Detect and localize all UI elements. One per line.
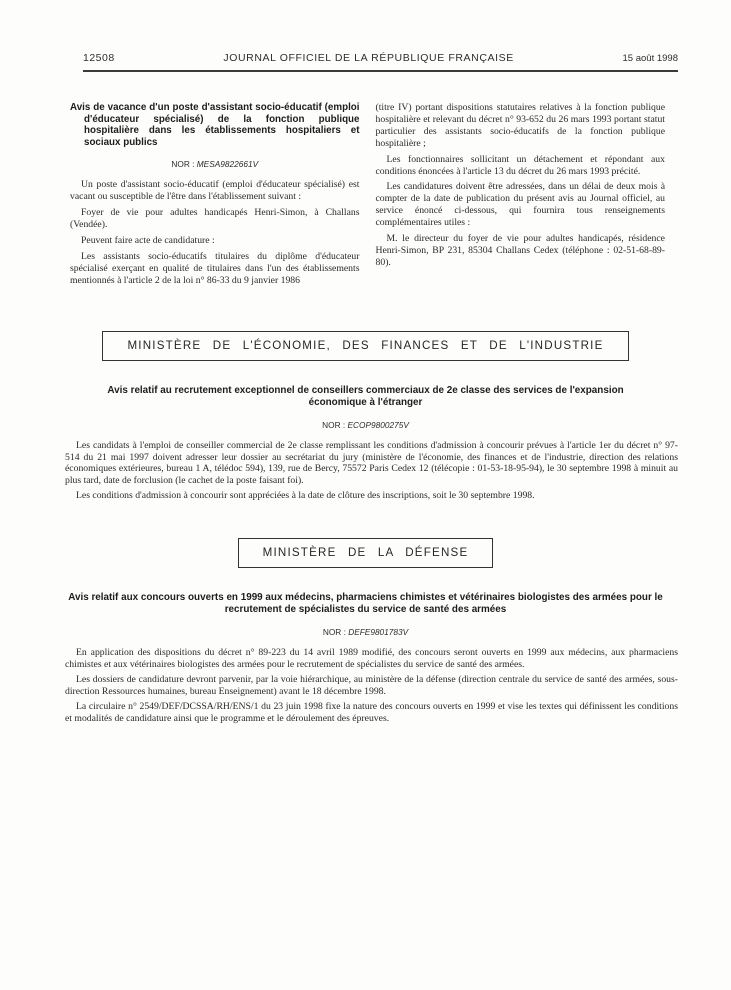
- conseillers-paragraph: Les candidats à l'emploi de conseiller commercial de 2e classe remplissant les conditions d'admission à concourir prévues à l'article 1er du décret n° 97-514 du 21 mai 1997 doivent adresser leur dossier au secrétariat du jury (ministère de l'économie, des finances et de l'industrie, direction des relations économiques extérieures, bureau 1 A, télédoc 594), 139, rue de Bercy, 75572 Paris Cedex 12 (télécopie : 01-53-18-95-94), le 30 septembre 1998 à minuit au plus tard, date de forclusion (le cachet de la poste faisant foi).: [65, 439, 678, 487]
- ministry-economie-banner: MINISTÈRE DE L'ÉCONOMIE, DES FINANCES ET DE L'INDUSTRIE: [102, 331, 628, 361]
- left-column: [70, 102, 360, 291]
- concours-notice-title: Avis relatif aux concours ouverts en 1999 aux médecins, pharmaciens chimistes et vétérinaires biologistes des armées pour le recrutement de spécialistes du service de santé des armées: [68, 592, 663, 616]
- vacancy-paragraph: Les fonctionnaires sollicitant un détachement et répondant aux conditions énoncées à l'article 13 du décret du 26 mars 1993 précité.: [375, 153, 665, 177]
- ministry-defense-section: [0, 538, 731, 568]
- conseillers-paragraph: Les conditions d'admission à concourir sont appréciées à la date de clôture des inscriptions, soit le 30 septembre 1998.: [76, 490, 535, 502]
- ministry-defense-banner: MINISTÈRE DE LA DÉFENSE: [238, 538, 494, 568]
- concours-paragraph: En application des dispositions du décret n° 89-223 du 14 avril 1989 modifié, des concours seront ouverts en 1999 aux médecins, aux pharmaciens chimistes et aux vétérinaires biologistes des armées pour le recrutement de spécialistes du service de santé des armées.: [65, 647, 678, 671]
- vacancy-paragraph: Peuvent faire acte de candidature :: [81, 235, 215, 246]
- vacancy-notice-columns: [70, 102, 665, 291]
- conseillers-notice-title: Avis relatif au recrutement exceptionnel de conseillers commerciaux de 2e classe des services de l'expansion économique à l'étranger: [107, 384, 624, 408]
- vacancy-notice-title: Avis de vacance d'un poste d'assistant socio-éducatif (emploi d'éducateur spécialisé) de la fonction publique hospitalière dans les établissements hospitaliers et sociaux publics: [70, 102, 360, 148]
- vacancy-paragraph: (titre IV) portant dispositions statutaires relatives à la fonction publique hospitalière et relevant du décret n° 93-652 du 26 mars 1993 portant statut particulier des assistants socio-éducatifs de la fonction publique hospitalière ;: [375, 102, 665, 149]
- concours-notice-body: [65, 647, 678, 724]
- page-number: 12508: [83, 52, 115, 64]
- page-header: [83, 52, 678, 72]
- nor-label: NOR :: [171, 159, 195, 170]
- issue-date: 15 août 1998: [622, 53, 678, 64]
- vacancy-paragraph: Foyer de vie pour adultes handicapés Henri-Simon, à Challans (Vendée).: [70, 207, 360, 231]
- concours-nor-line: [0, 627, 731, 637]
- nor-label: NOR :: [322, 627, 346, 638]
- conseillers-notice-body: [65, 440, 678, 503]
- concours-paragraph: La circulaire n° 2549/DEF/DCSSA/RH/ENS/1 du 23 juin 1998 fixe la nature des concours ouverts en 1999 et vise les textes qui définissent les conditions et modalités de candidature ainsi que le programme et le déroulement des épreuves.: [65, 700, 678, 724]
- nor-label: NOR :: [322, 419, 346, 430]
- nor-value: MESA9822661V: [196, 159, 259, 170]
- vacancy-nor-line: [70, 159, 360, 169]
- vacancy-paragraph: Un poste d'assistant socio-éducatif (emploi d'éducateur spécialisé) est vacant ou susceptible de l'être dans l'établissement suivant :: [70, 179, 360, 203]
- concours-paragraph: Les dossiers de candidature devront parvenir, par la voie hiérarchique, au ministère de la défense (direction centrale du service de santé des armées, sous-direction Ressources humaines, bureau Enseignement) avant le 18 décembre 1998.: [65, 673, 678, 697]
- vacancy-paragraph: M. le directeur du foyer de vie pour adultes handicapés, résidence Henri-Simon, BP 231, 85304 Challans Cedex (téléphone : 02-51-68-89-80).: [375, 233, 665, 268]
- vacancy-paragraph: Les assistants socio-éducatifs titulaires du diplôme d'éducateur spécialisé exerçant en qualité de titulaires dans l'un des établissements mentionnés à l'article 2 de la loi n° 86-33 du 9 janvier 1986: [70, 250, 360, 286]
- vacancy-paragraph: Les candidatures doivent être adressées, dans un délai de deux mois à compter de la date de publication du présent avis au Journal officiel, au service énoncé ci-dessous, qui fournira tous renseignements complémentaires utiles :: [375, 181, 665, 229]
- conseillers-nor-line: [0, 420, 731, 430]
- nor-value: ECOP9800275V: [347, 419, 409, 430]
- journal-title: JOURNAL OFFICIEL DE LA RÉPUBLIQUE FRANÇAISE: [223, 52, 514, 64]
- ministry-economie-section: [0, 331, 731, 361]
- nor-value: DEFE9801783V: [348, 627, 409, 638]
- right-column: [376, 102, 666, 291]
